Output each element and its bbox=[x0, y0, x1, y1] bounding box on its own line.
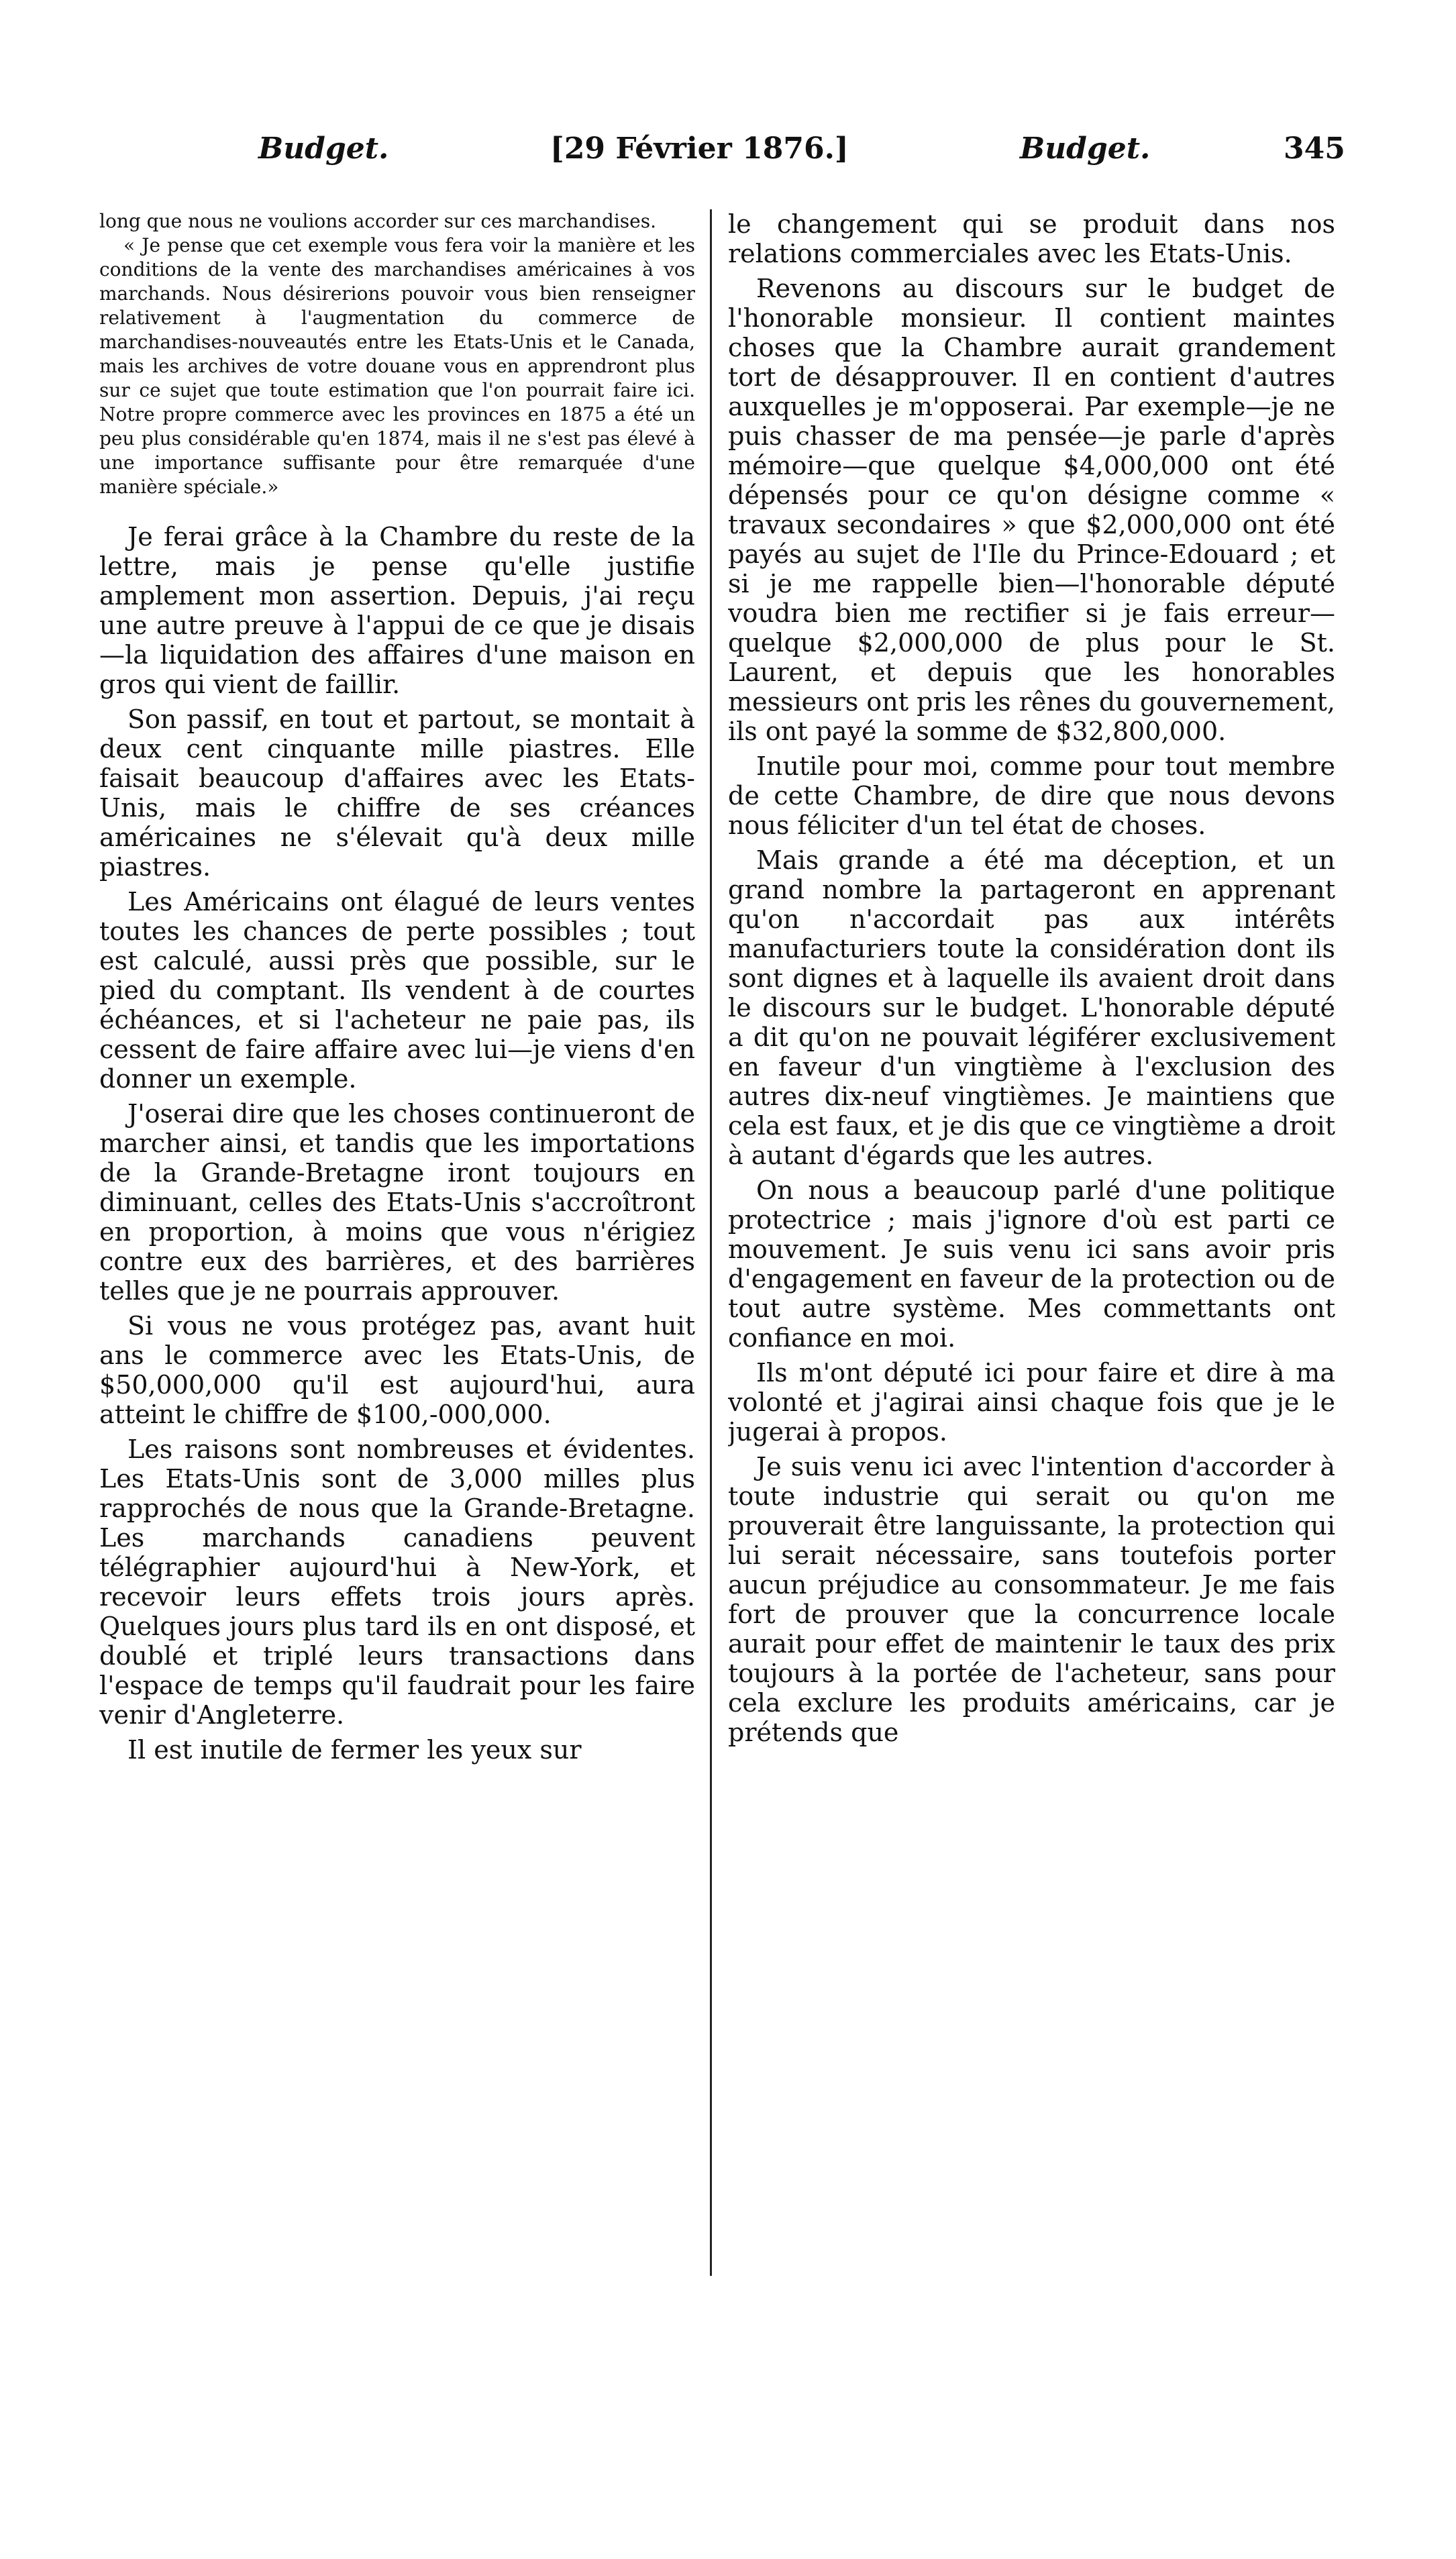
paragraph: le changement qui se produit dans nos relations commerciales avec les Etats-Unis. bbox=[728, 209, 1335, 268]
quote-paragraph: « Je pense que cet exemple vous fera voir la manière et les conditions de la vente des marchandises américaines à vos marchands. Nous désirerions pouvoir vous bien renseigner relativement à l'augmentation du commerce de marchandises-nouveautés entre les Etats-Unis et le Canada, mais les archives de votre douane vous en apprendront plus sur ce sujet que toute estimation que l'on pourrait faire ici. Notre propre commerce avec les provinces en 1875 a été un peu plus considérable qu'en 1874, mais il ne s'est pas élevé à une importance suffisante pour être remarquée d'une manière spéciale.» bbox=[99, 234, 695, 498]
paragraph: On nous a beaucoup parlé d'une politique protectrice ; mais j'ignore d'où est parti ce mouvement. Je suis venu ici sans avoir pris d'engagement en faveur de la protection ou de tout autre système. Mes commettants ont confiance en moi. bbox=[728, 1176, 1335, 1353]
left-column bbox=[99, 209, 695, 2297]
running-head-right: Budget. bbox=[1020, 132, 1151, 166]
running-head-left: Budget. bbox=[258, 132, 389, 166]
paragraph: Je ferai grâce à la Chambre du reste de la lettre, mais je pense qu'elle justifie amplement mon assertion. Depuis, j'ai reçu une autre preuve à l'appui de ce que je disais—la liquidation des affaires d'une maison en gros qui vient de faillir. bbox=[99, 522, 695, 699]
paragraph: Mais grande a été ma déception, et un grand nombre la partageront en apprenant qu'on n'accordait pas aux intérêts manufacturiers toute la considération dont ils sont dignes et à laquelle ils avaient droit dans le discours sur le budget. L'honorable député a dit qu'on ne pouvait légiférer exclusivement en faveur d'un vingtième à l'exclusion des autres dix-neuf vingtièmes. Je maintiens que cela est faux, et je dis que ce vingtième a droit à autant d'égards que les autres. bbox=[728, 845, 1335, 1170]
running-head-date: [29 Février 1876.] bbox=[550, 132, 849, 166]
paragraph: Inutile pour moi, comme pour tout membre de cette Chambre, de dire que nous devons nous féliciter d'un tel état de choses. bbox=[728, 751, 1335, 840]
page-header bbox=[0, 132, 1456, 192]
paragraph: Si vous ne vous protégez pas, avant huit ans le commerce avec les Etats-Unis, de $50,000,000 qu'il est aujourd'hui, aura atteint le chiffre de $100,-000,000. bbox=[99, 1311, 695, 1429]
right-column-body bbox=[728, 209, 1335, 1747]
paragraph: Il est inutile de fermer les yeux sur bbox=[127, 1735, 582, 1765]
paragraph: Je suis venu ici avec l'intention d'accorder à toute industrie qui serait ou qu'on me prouverait être languissante, la protection qui lui serait nécessaire, sans toutefois porter aucun préjudice au consommateur. Je me fais fort de prouver que la concurrence locale aurait pour effet de maintenir le taux des prix toujours à la portée de l'acheteur, sans pour cela exclure les produits américains, car je prétends que bbox=[728, 1452, 1335, 1747]
column-divider bbox=[710, 209, 712, 2276]
paragraph: Les Américains ont élagué de leurs ventes toutes les chances de perte possibles ; tout est calculé, aussi près que possible, sur le pied du comptant. Ils vendent à de courtes échéances, et si l'acheteur ne paie pas, ils cessent de faire affaire avec lui—je viens d'en donner un exemple. bbox=[99, 887, 695, 1094]
paragraph: Ils m'ont député ici pour faire et dire à ma volonté et j'agirai ainsi chaque fois que je le jugerai à propos. bbox=[728, 1358, 1335, 1447]
right-column bbox=[728, 209, 1335, 2297]
paragraph: Revenons au discours sur le budget de l'honorable monsieur. Il contient maintes choses que la Chambre aurait grandement tort de désapprouver. Il en contient d'autres auxquelles je m'opposerai. Par exemple—je ne puis chasser de ma pensée—je parle d'après mémoire—que quelque $4,000,000 ont été dépensés pour ce qu'on désigne comme « travaux secondaires » que $2,000,000 ont été payés au sujet de l'Ile du Prince-Edouard ; et si je me rappelle bien—l'honorable député voudra bien me rectifier si je fais erreur—quelque $2,000,000 de plus pour le St. Laurent, et depuis que les honorables messieurs ont pris les rênes du gouvernement, ils ont payé la somme de $32,800,000. bbox=[728, 274, 1335, 746]
quoted-letter bbox=[99, 209, 695, 499]
left-column-body bbox=[99, 522, 695, 1765]
page-number: 345 bbox=[1284, 132, 1345, 166]
paragraph: Son passif, en tout et partout, se montait à deux cent cinquante mille piastres. Elle faisait beaucoup d'affaires avec les Etats-Unis, mais le chiffre de ses créances américaines ne s'élevait qu'à deux mille piastres. bbox=[99, 704, 695, 882]
quote-paragraph: long que nous ne voulions accorder sur ces marchandises. bbox=[99, 210, 657, 232]
paragraph: Les raisons sont nombreuses et évidentes. Les Etats-Unis sont de 3,000 milles plus rapprochés de nous que la Grande-Bretagne. Les marchands canadiens peuvent télégraphier aujourd'hui à New-York, et recevoir leurs effets trois jours après. Quelques jours plus tard ils en ont disposé, et doublé et triplé leurs transactions dans l'espace de temps qu'il faudrait pour les faire venir d'Angleterre. bbox=[99, 1434, 695, 1730]
paragraph: J'oserai dire que les choses continueront de marcher ainsi, et tandis que les importations de la Grande-Bretagne iront toujours en diminuant, celles des Etats-Unis s'accroîtront en proportion, à moins que vous n'érigiez contre eux des barrières, et des barrières telles que je ne pourrais approuver. bbox=[99, 1099, 695, 1306]
